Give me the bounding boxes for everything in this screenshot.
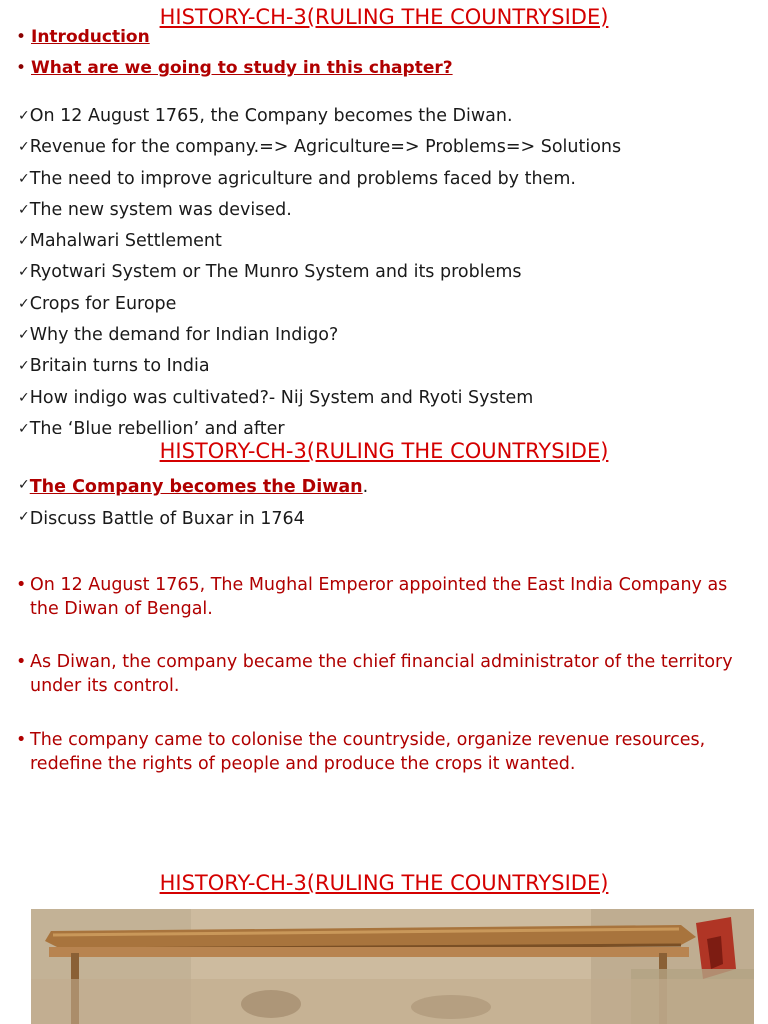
list-item-text: The new system was devised. xyxy=(29,199,292,220)
company-diwan-text: The Company becomes the Diwan xyxy=(29,477,363,497)
paragraph-bullet xyxy=(16,573,756,621)
check-icon: ✓ xyxy=(18,170,30,187)
paragraph-bullet xyxy=(16,650,756,698)
list-item-text: Britain turns to India xyxy=(29,356,210,377)
list-item xyxy=(18,134,621,165)
list-item-text: Revenue for the company.=> Agriculture=> Problems=> Solutions xyxy=(29,137,622,158)
bullet-dot: • xyxy=(16,652,27,672)
list-item xyxy=(18,322,621,353)
slide-2 xyxy=(0,434,768,864)
check-icon: ✓ xyxy=(18,509,30,525)
check-icon: ✓ xyxy=(18,420,30,434)
check-icon: ✓ xyxy=(18,389,30,406)
slide-2-title: HISTORY-CH-3(RULING THE COUNTRYSIDE) xyxy=(159,439,609,463)
check-icon: ✓ xyxy=(18,264,30,281)
check-icon: ✓ xyxy=(18,201,30,218)
list-item xyxy=(18,103,621,134)
painting-illustration xyxy=(31,909,754,1024)
list-item xyxy=(18,197,621,228)
historical-painting xyxy=(31,909,754,1024)
list-item-text: On 12 August 1765, the Company becomes the Diwan. xyxy=(29,106,513,126)
bullet-dot: • xyxy=(16,58,27,78)
list-item-text: Mahalwari Settlement xyxy=(29,231,222,252)
paragraph-text: As Diwan, the company became the chief financial administrator of the territory under its control. xyxy=(30,652,733,696)
buxar-check xyxy=(18,509,305,529)
paragraph-text: The company came to colonise the countryside, organize revenue resources, redefine the rights of people and produce the crops it wanted. xyxy=(30,730,706,774)
slide-1 xyxy=(0,0,768,434)
list-item xyxy=(18,166,621,197)
study-bullet-text: What are we going to study in this chapter? xyxy=(31,58,453,78)
check-icon: ✓ xyxy=(18,108,30,124)
list-item xyxy=(18,353,621,384)
slide-1-title: HISTORY-CH-3(RULING THE COUNTRYSIDE) xyxy=(159,5,609,29)
list-item-text: Crops for Europe xyxy=(29,293,177,314)
list-item-text: Ryotwari System or The Munro System and its problems xyxy=(29,262,522,283)
check-icon: ✓ xyxy=(18,295,30,312)
company-diwan-suffix: . xyxy=(362,477,369,497)
list-item xyxy=(18,416,621,434)
intro-bullet-text: Introduction xyxy=(31,27,150,47)
chapter-topics-list xyxy=(18,103,621,434)
list-item xyxy=(18,228,621,259)
list-item xyxy=(18,291,621,322)
buxar-text: Discuss Battle of Buxar in 1764 xyxy=(29,509,305,529)
paragraph-text: On 12 August 1765, The Mughal Emperor appointed the East India Company as the Diwan of Bengal. xyxy=(30,575,728,619)
slide-3 xyxy=(0,864,768,1024)
check-icon: ✓ xyxy=(18,477,30,493)
check-icon: ✓ xyxy=(18,233,30,250)
list-item-text: The ‘Blue rebellion’ and after xyxy=(29,418,285,434)
slide-3-title: HISTORY-CH-3(RULING THE COUNTRYSIDE) xyxy=(159,871,609,895)
list-item-text: How indigo was cultivated?- Nij System and Ryoti System xyxy=(29,387,534,408)
study-bullet xyxy=(16,58,453,78)
paragraph-bullet xyxy=(16,728,756,776)
company-diwan-check xyxy=(18,477,368,497)
list-item-text: Why the demand for Indian Indigo? xyxy=(29,325,339,346)
check-icon: ✓ xyxy=(18,327,30,344)
list-item xyxy=(18,259,621,290)
list-item-text: The need to improve agriculture and problems faced by them. xyxy=(29,168,576,189)
bullet-dot: • xyxy=(16,730,27,750)
bullet-dot: • xyxy=(16,575,27,595)
intro-bullet xyxy=(16,27,150,47)
bullet-dot: • xyxy=(16,27,27,47)
check-icon: ✓ xyxy=(18,139,30,156)
check-icon: ✓ xyxy=(18,358,30,375)
list-item xyxy=(18,385,621,416)
